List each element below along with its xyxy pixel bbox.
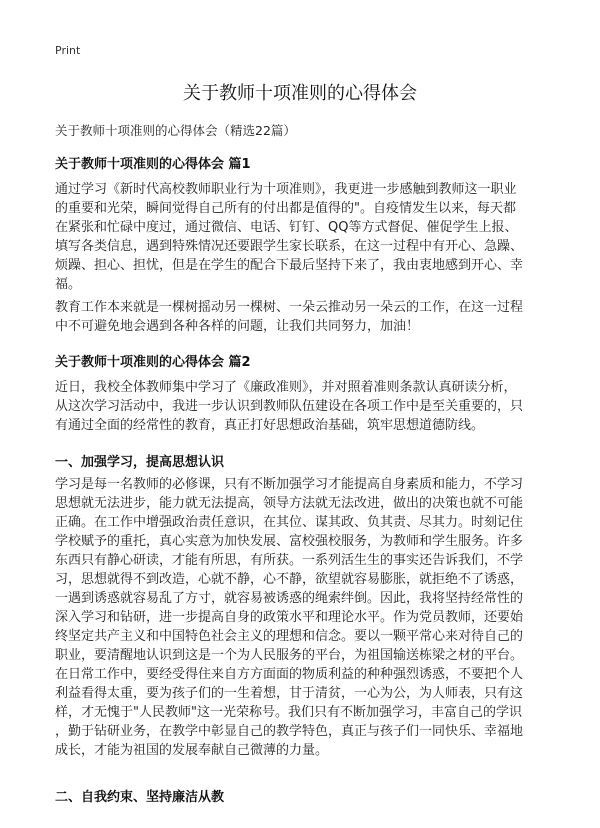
text-line: 有通过全面的经常性的教育，真正打好思想政治基础，筑牢思想道德防线。 <box>55 418 485 433</box>
text-line: 填写各类信息，遇到特殊情况还要跟学生家长联系，在这一过程中有开心、急躁、 <box>55 239 524 254</box>
text-line: 思想就无法进步，能力就无法提高，领导方法就无法改进，做出的决策也就不可能 <box>55 496 524 511</box>
text-line: 东西只有静心研读，才能有所思，有所获。一系列活生生的事实还告诉我们，不学 <box>55 553 524 568</box>
text-line: 正确。在工作中增强政治责任意识，在其位、谋其政、负其责、尽其力。时刻记住 <box>55 515 524 530</box>
text-line: 的重要和光荣，瞬间觉得自己所有的付出都是值得的"。自疫情发生以来，每天都 <box>55 201 516 216</box>
subsection-heading-2: 二、自我约束、坚持廉洁从教 <box>55 790 225 805</box>
subsection-heading-1: 一、加强学习，提高思想认识 <box>55 455 225 470</box>
text-line: ，勤于钻研业务，在教学中彰显自己的教学特色，真正与孩子们一同快乐、幸福地 <box>55 724 524 739</box>
paragraph <box>55 298 550 336</box>
text-line: 成长，才能为祖国的发展奉献自己微薄的力量。 <box>55 743 329 758</box>
text-line: 在日常工作中，要经受得住来自方方面面的物质利益的种种强烈诱惑，不要把个人 <box>55 667 524 682</box>
text-line: 学习是每一名教师的必修课，只有不断加强学习才能提高自身素质和能力，不学习 <box>55 477 524 492</box>
print-label[interactable]: Print <box>55 44 81 57</box>
document-subtitle: 关于教师十项准则的心得体会（精选22篇） <box>55 123 296 138</box>
page-title: 关于教师十项准则的心得体会 <box>183 83 417 104</box>
text-line: 在紧张和忙碌中度过，通过微信、电话、钉钉、QQ等方式督促、催促学生上报、 <box>55 220 518 235</box>
section-heading-2: 关于教师十项准则的心得体会 篇2 <box>55 355 251 370</box>
text-line: 中不可避免地会遇到各种各样的问题，让我们共同努力，加油！ <box>55 319 420 334</box>
paragraph <box>55 378 550 435</box>
text-line: 利益看得太重，要为孩子们的一生着想，甘于清贫，一心为公，为人师表，只有这 <box>55 686 524 701</box>
paragraph <box>55 475 550 760</box>
text-line: 福。 <box>55 277 82 292</box>
text-line: 样，才无愧于"人民教师"这一光荣称号。我们只有不断加强学习，丰富自己的学识 <box>55 705 522 720</box>
text-line: 习，思想就得不到改造，心就不静，心不静，欲望就容易膨胀，就拒绝不了诱惑， <box>55 572 524 587</box>
section-heading-1: 关于教师十项准则的心得体会 篇1 <box>55 157 251 172</box>
text-line: 职业，要清醒地认识到这是一个为人民服务的平台，为祖国输送栋梁之材的平台。 <box>55 648 524 663</box>
text-line: 学校赋予的重托，真心实意为加快发展、富校强校服务，为教师和学生服务。许多 <box>55 534 524 549</box>
text-line: 从这次学习活动中，我进一步认识到教师队伍建设在各项工作中是至关重要的，只 <box>55 399 524 414</box>
text-line: 通过学习《新时代高校教师职业行为十项准则》，我更进一步感触到教师这一职业 <box>55 182 517 197</box>
text-line: 教育工作本来就是一棵树摇动另一棵树、一朵云推动另一朵云的工作，在这一过程 <box>55 300 524 315</box>
text-line: 近日，我校全体教师集中学习了《廉政准则》，并对照着准则条款认真研读分析， <box>55 380 517 395</box>
text-line: 深入学习和钻研，进一步提高自身的政策水平和理论水平。作为党员教师，还要始 <box>55 610 524 625</box>
text-line: 终坚定共产主义和中国特色社会主义的理想和信念。要以一颗平常心来对待自己的 <box>55 629 524 644</box>
paragraph <box>55 180 550 294</box>
text-line: 烦躁、担心、担忧，但是在学生的配合下最后坚持下来了，我由衷地感到开心、幸 <box>55 258 524 273</box>
text-line: 一遇到诱惑就容易乱了方寸，就容易被诱惑的绳索绊倒。因此，我将坚持经常性的 <box>55 591 524 606</box>
